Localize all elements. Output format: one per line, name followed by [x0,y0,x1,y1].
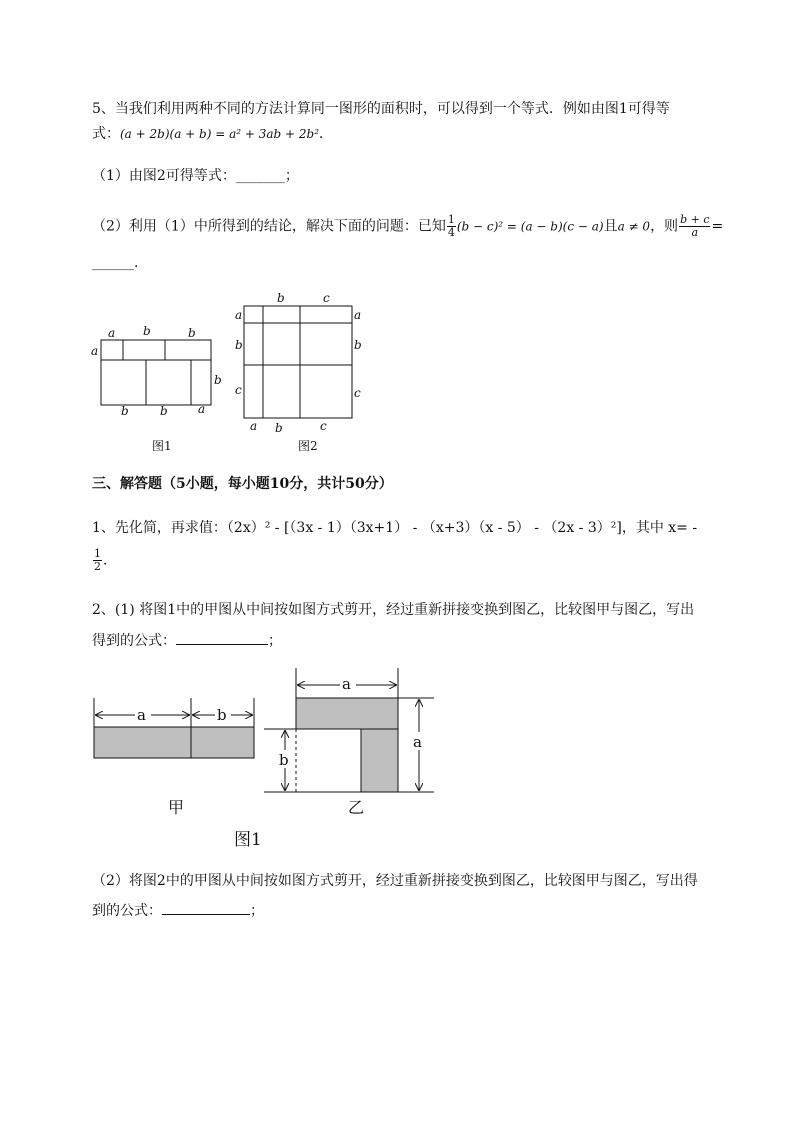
jia-label-b: b [217,706,227,724]
fig1-left-label: a [91,344,99,358]
q5-frac-then: $\frac{b + c}{a}$ [680,213,710,239]
yi-top-rect [296,698,398,729]
q2-answer-blank-2[interactable] [162,900,250,915]
fig2-left-label-c: c [235,383,242,397]
q2-part2-prefix: 到的公式： [92,903,162,919]
q5-line2 [92,124,333,144]
q5-part2-expr: (b − c)² = (a − b)(c − a) [456,219,604,234]
fig1-top-label-a: a [108,326,116,340]
q2-answer-blank-1[interactable] [176,630,268,645]
q5-figure1 [88,320,228,455]
q5-line2-prefix: 式： [92,126,120,142]
fig1-bottom-label-b2: b [160,404,168,418]
q5-formula: (a + 2b)(a + b) = a² + 3ab + 2b² [120,127,320,141]
q5-then-eq: = [711,218,724,235]
q2-line2-prefix: 得到的公式： [92,633,176,649]
q5-part2-cond-expr: a ≠ 0 [617,219,651,234]
fig2-top-label-c: c [323,291,330,305]
q2-line2-end: ； [268,633,282,649]
figJ-caption: 图1 [234,830,262,850]
q1-end: ． [103,552,117,569]
q5-part2-prefix: （2）利用（1）中所得到的结论，解决下面的问题：已知 [92,218,446,235]
jia-rect [94,727,254,758]
fig1-bottom-label-b1: b [121,404,129,418]
q2-figure-jia-yi [86,660,456,855]
fig1-caption: 图1 [152,439,172,453]
yi-figure [264,668,434,817]
fig2-right-label-a: a [354,308,362,322]
fig2-right-label-b: b [354,338,362,352]
jia-label-a: a [137,706,146,724]
yi-side-rect [361,729,398,792]
q2-line1: 2、(1) 将图1中的甲图从中间按如图方式剪开，经过重新拼接变换到图乙，比较图甲与图乙，写出 [92,602,695,618]
q1-line2 [92,548,117,573]
yi-label-a-right: a [413,733,422,751]
q5-figure2 [230,290,370,455]
q1-frac-half: $\frac{1}{2}$ [94,547,101,573]
q2-part2-end: ； [250,903,264,919]
fig2-caption: 图2 [298,439,318,453]
fig1-bottom-block [101,360,211,405]
fig2-right-label-c: c [354,386,361,400]
q5-part2-blank: ______. [92,255,139,271]
q5-line1: 5、当我们利用两种不同的方法计算同一图形的面积时，可以得到一个等式．例如由图1可得等 [92,101,670,117]
q5-part2-then: ，则 [650,218,679,235]
q1-line: 1、先化简，再求值：（2x）² - [（3x - 1）（3x+1） - （x+3）（x - 5） - （2x - 3）²]，其中 x= - [92,520,698,536]
fig1-right-label: b [214,373,222,387]
q2-line2 [92,630,282,651]
fig1-top-strip [101,340,211,360]
jia-caption: 甲 [168,798,185,817]
yi-caption: 乙 [348,798,365,817]
q2-part2-line1: （2）将图2中的甲图从中间按如图方式剪开，经过重新拼接变换到图乙，比较图甲与图乙，写出得 [92,873,698,889]
q5-part1: （1）由图2可得等式：_______； [92,168,299,184]
q5-part2 [92,214,723,239]
q5-part2-cond: 且 [603,218,618,235]
q5-frac-quarter: $\frac{1}{4}$ [447,213,455,239]
q2-part2-line2 [92,900,264,921]
fig1-bottom-label-a: a [198,402,206,416]
fig2-bottom-label-a: a [250,419,258,433]
yi-label-a-top: a [342,675,351,693]
fig2-left-label-a: a [235,308,243,322]
jia-figure [94,698,254,817]
fig2-top-label-b: b [277,291,285,305]
fig2-bottom-label-b: b [275,421,283,435]
section3-title: 三、解答题（5小题，每小题10分，共计50分） [92,476,393,492]
q5-line2-suffix: ． [319,126,334,142]
fig1-top-label-b2: b [188,326,196,340]
fig2-left-label-b: b [235,338,243,352]
yi-label-b: b [279,751,289,769]
fig2-bottom-label-c: c [320,419,327,433]
fig1-top-label-b1: b [143,324,151,338]
